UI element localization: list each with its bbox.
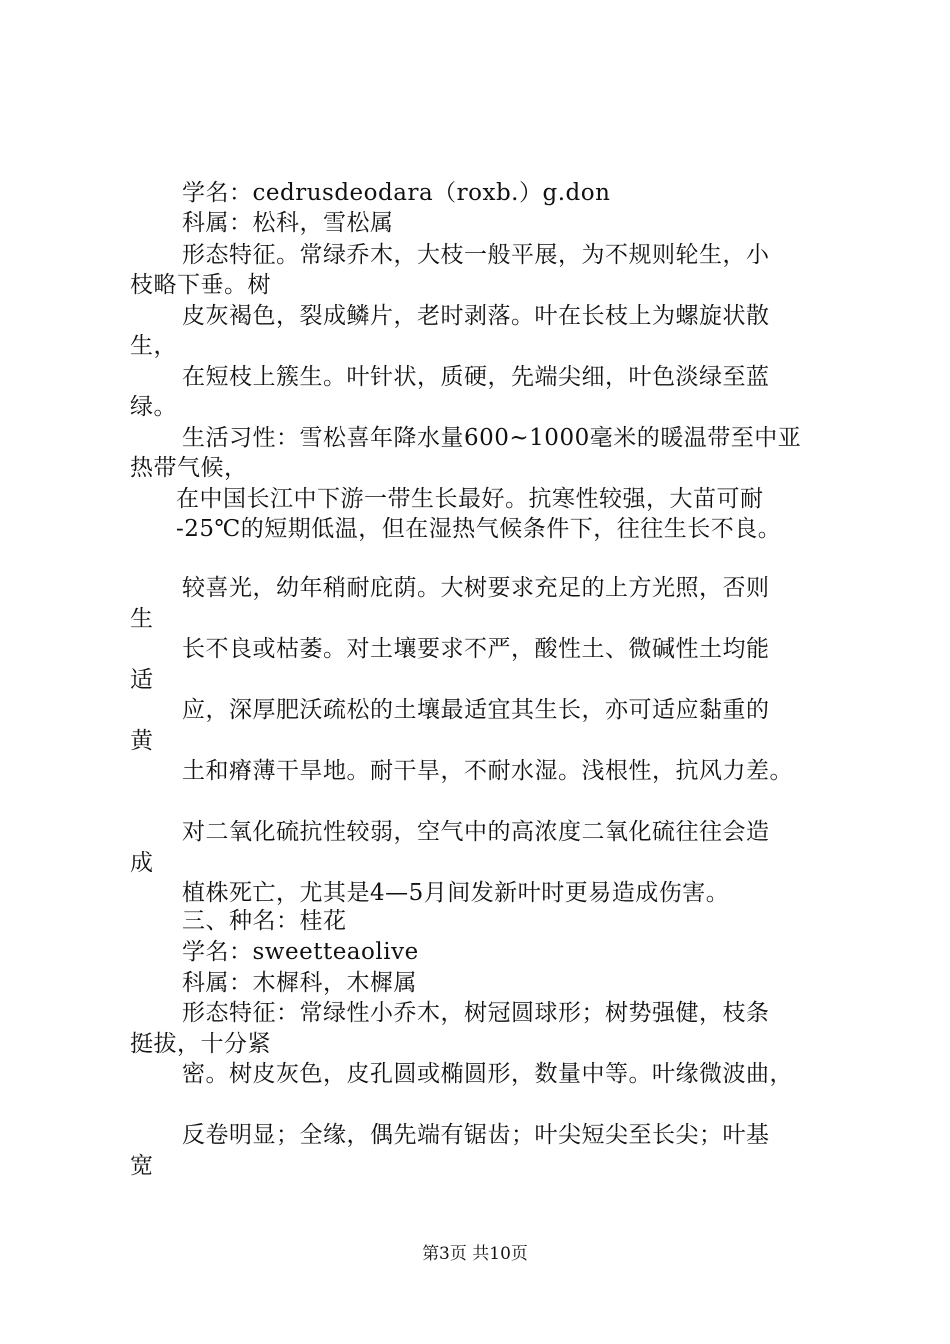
text-line: 宽 [130, 1153, 154, 1179]
text-line: 学名：cedrusdeodara（roxb.）g.don [182, 180, 611, 206]
text-line: 土和瘠薄干旱地。耐干旱，不耐水湿。浅根性，抗风力差。 [182, 758, 793, 784]
text-line: 植株死亡，尤其是4—5月间发新叶时更易造成伤害。 [182, 880, 730, 906]
text-line: 较喜光，幼年稍耐庇荫。大树要求充足的上方光照，否则 [182, 575, 770, 601]
text-line: 形态特征。常绿乔木，大枝一般平展，为不规则轮生，小 [182, 242, 770, 268]
text-line: 生 [130, 606, 154, 632]
text-line: 绿。 [130, 394, 177, 420]
text-line: 成 [130, 850, 154, 876]
text-line: 科属：木樨科，木樨属 [182, 970, 417, 996]
text-line: 反卷明显；全缘，偶先端有锯齿；叶尖短尖至长尖；叶基 [182, 1122, 770, 1148]
text-line: 密。树皮灰色，皮孔圆或椭圆形，数量中等。叶缘微波曲， [182, 1061, 793, 1087]
text-line: 科属：松科，雪松属 [182, 210, 394, 236]
text-line: 学名：sweetteaolive [182, 939, 419, 965]
text-line: 黄 [130, 728, 154, 754]
text-line: 应，深厚肥沃疏松的土壤最适宜其生长，亦可适应黏重的 [182, 697, 770, 723]
text-line: 形态特征：常绿性小乔木，树冠圆球形；树势强健，枝条 [182, 1000, 770, 1026]
text-line: 在短枝上簇生。叶针状，质硬，先端尖细，叶色淡绿至蓝 [182, 364, 770, 390]
text-line: 在中国长江中下游一带生长最好。抗寒性较强，大苗可耐 [176, 486, 764, 512]
text-line: 生活习性：雪松喜年降水量600~1000毫米的暖温带至中亚 [182, 425, 802, 451]
text-line: 皮灰褐色，裂成鳞片，老时剥落。叶在长枝上为螺旋状散 [182, 303, 770, 329]
text-line: 热带气候， [130, 455, 248, 481]
text-line: 挺拔，十分紧 [130, 1031, 271, 1057]
text-line: 枝略下垂。树 [130, 272, 271, 298]
text-line: 长不良或枯萎。对土壤要求不严，酸性土、微碱性土均能 [182, 636, 770, 662]
text-line: 生， [130, 333, 177, 359]
text-line: -25℃的短期低温，但在湿热气候条件下，往往生长不良。 [176, 516, 782, 542]
page-footer: 第3页 共10页 [422, 1244, 528, 1264]
text-line: 适 [130, 667, 154, 693]
section-heading: 三、种名：桂花 [182, 908, 347, 934]
text-line: 对二氧化硫抗性较弱，空气中的高浓度二氧化硫往往会造 [182, 819, 770, 845]
